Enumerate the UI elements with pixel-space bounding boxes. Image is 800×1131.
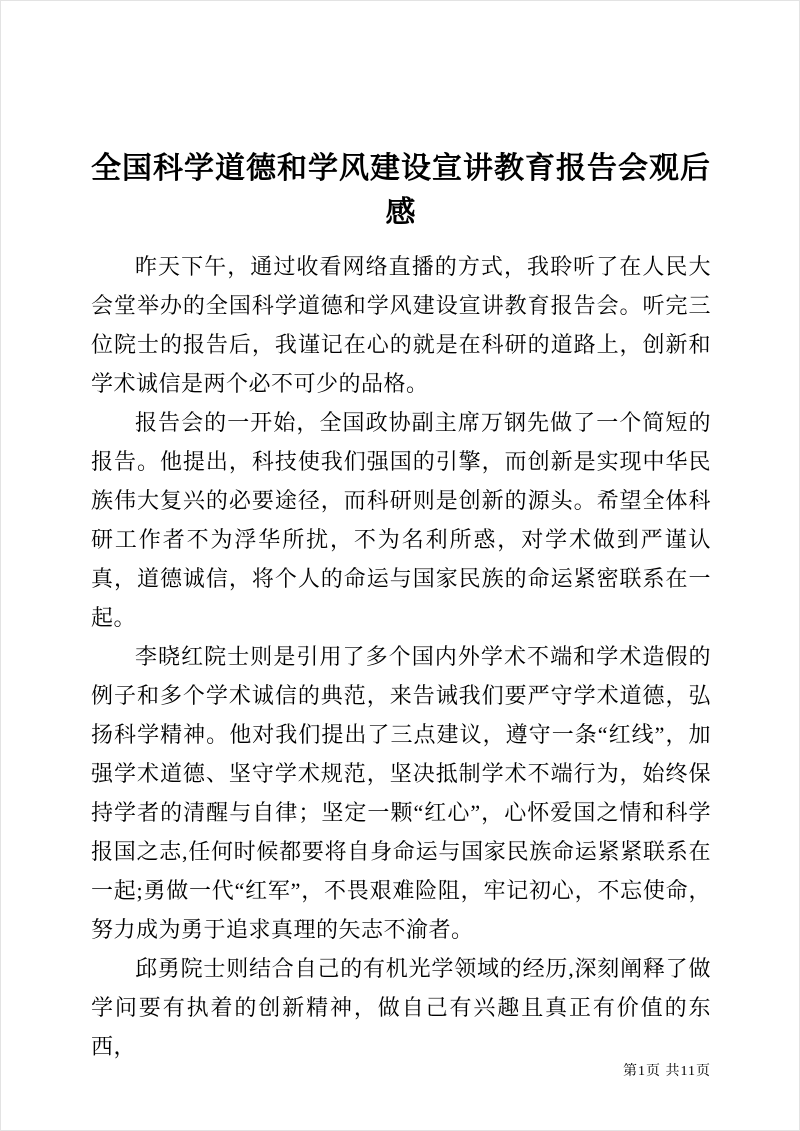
paragraph-1: 昨天下午，通过收看网络直播的方式，我聆听了在人民大会堂举办的全国科学道德和学风建设宣讲教育报告会。听完三位院士的报告后，我谨记在心的就是在科研的道路上，创新和学术诚信是两个必不可少的品格。	[91, 254, 711, 396]
paragraph-4: 邱勇院士则结合自己的有机光学领域的经历,深刻阐释了做学问要有执着的创新精神，做自己有兴趣且真正有价值的东西，	[91, 956, 711, 1059]
document-body	[91, 247, 711, 1066]
document-title: 全国科学道德和学风建设宣讲教育报告会观后感	[91, 152, 711, 229]
paragraph-3: 李晓红院士则是引用了多个国内外学术不端和学术造假的例子和多个学术诚信的典范，来告诫我们要严守学术道德，弘扬科学精神。他对我们提出了三点建议，遵守一条“红线”，加强学术道德、坚守学术规范，坚决抵制学术不端行为，始终保持学者的清醒与自律；坚定一颗“红心”，心怀爱国之情和科学报国之志,任何时候都要将自身命运与国家民族命运紧紧联系在一起;勇做一代“红军”，不畏艰难险阻，牢记初心，不忘使命，努力成为勇于追求真理的矢志不渝者。	[91, 644, 712, 942]
paragraph-2: 报告会的一开始，全国政协副主席万钢先做了一个简短的报告。他提出，科技使我们强国的引擎，而创新是实现中华民族伟大复兴的必要途径，而科研则是创新的源头。希望全体科研工作者不为浮华所扰，不为名利所惑，对学术做到严谨认真，道德诚信，将个人的命运与国家民族的命运紧密联系在一起。	[91, 410, 711, 630]
page-number-indicator: 第1页 共11页	[623, 1064, 711, 1079]
page-footer	[623, 1060, 711, 1080]
